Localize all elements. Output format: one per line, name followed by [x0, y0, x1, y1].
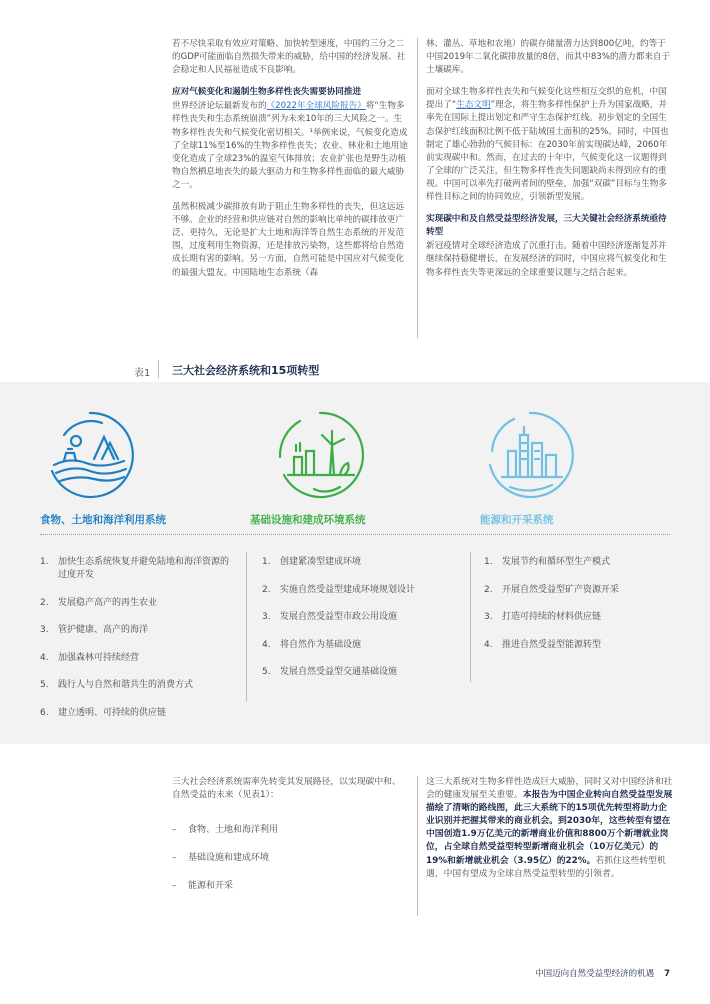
list-item-text: 管护健康、高产的海洋: [58, 625, 149, 635]
text-segment: 若抓住这些转型机遇，中国有望成为全球自然受益型转型的引领者。: [426, 855, 666, 879]
section-heading-transition: 实现碳中和及自然受益型经济发展，三大关键社会经济系统亟待转型: [426, 214, 667, 238]
eco-civilization-link[interactable]: 生态文明: [456, 100, 491, 111]
column-divider: [417, 38, 418, 338]
list-item-text: 加强森林可持续经营: [58, 652, 140, 663]
column-divider: [417, 776, 418, 916]
list-item: 2. 实施自然受益型建成环境规划设计: [262, 584, 416, 595]
list-divider: [246, 552, 247, 702]
list-item-text: 实施自然受益型建成环境规划设计: [280, 584, 416, 595]
list-item: 2. 发展稳产高产的再生农业: [40, 597, 158, 608]
list-item-text: 将自然作为基础设施: [280, 639, 362, 650]
table-label-divider: [158, 360, 159, 378]
food-land-transitions-list: [40, 556, 235, 734]
list-item: 5. 践行人与自然和谐共生的消费方式: [40, 680, 194, 690]
paragraph-eco-civilization: [426, 86, 674, 204]
list-item-text: 发展节约和循环型生产模式: [502, 557, 611, 567]
page-footer: [535, 967, 670, 979]
table-title: 三大社会经济系统和15项转型: [172, 364, 320, 377]
paragraph-three-systems-intro: 三大社会经济系统需率先转变其发展路径，以实现碳中和、自然受益的未来（见表1）：: [172, 777, 401, 801]
list-item-text: 建立透明、可持续的供应链: [58, 707, 167, 718]
bullet-text: 能源和开采: [187, 881, 233, 891]
section-heading-synergy: 应对气候变化和遏制生物多样性丧失需要协同推进: [172, 87, 362, 98]
list-item-text: 推进自然受益型能源转型: [502, 639, 602, 650]
system-name-energy: 能源和开采系统: [480, 514, 554, 526]
list-item: 6. 建立透明、可持续的供应链: [40, 707, 167, 718]
system-name-food-land: 食物、土地和海洋利用系统: [40, 514, 166, 526]
paragraph-carbon-not-enough: 虽然积极减少碳排放有助于阻止生物多样性的丧失，但这远远不够。企业的经营和供应链对自然的影响比单纯的碳排放更广泛、更持久，无论是扩大土地和海洋等自然生态系统的开发范围，过度利用生物资源，还是排放污染物，这些都将给自然造成长期有害的影响。另一方面，自然可能是中国应对气候变化的最强大盟友。中国陆地生态系统（森: [172, 202, 405, 278]
list-item: 4. 推进自然受益型能源转型: [484, 639, 602, 650]
wind-turbine-icon: [270, 405, 370, 505]
bullet-energy: – 能源和开采: [172, 881, 233, 891]
energy-transitions-list: [484, 556, 674, 666]
text-segment: 将“生物多样性丧失和生态系统崩溃”列为未来10年的三大风险之一。生物多样性丧失和气候变化密切相关。¹举例来说，气候变化造成了全球11%至16%的生物多样性丧失；农业、林业和土地用途变化造成了全球23%的温室气体排放；农业扩张也是野生动植物自然栖息地丧失的最大驱动力和生物多样性面临的最大威胁之一。: [172, 101, 408, 190]
table-label: 表1: [134, 368, 151, 379]
bottom-left-column: [172, 776, 408, 811]
list-item: 3. 发展自然受益型市政公用设施: [262, 612, 398, 622]
text-segment: 面对全球生物多样性丧失和气候变化这些相互交织的危机，中国提出了“: [426, 87, 667, 111]
list-item: 1. 发展节约和循环型生产模式: [484, 557, 611, 567]
list-item-text: 加快生态系统恢复并避免陆地和海洋资源的过度开发: [58, 557, 230, 580]
dotted-divider: [40, 534, 670, 535]
paragraph-carbon-storage: 林、灌丛、草地和农地）的碳存储量潜力达到800亿吨，约等于中国2019年二氧化碳排放量的8倍，而其中83%的潜力都来自于土壤碳库。: [426, 39, 671, 76]
top-right-column: [426, 38, 674, 289]
bottom-right-column: [426, 776, 674, 890]
list-item-text: 发展自然受益型市政公用设施: [280, 612, 398, 622]
footer-title: 中国迈向自然受益型经济的机遇: [535, 969, 655, 979]
top-left-column: [172, 38, 408, 289]
paragraph-opportunities: [426, 776, 674, 881]
list-item-text: 打造可持续的材料供应链: [502, 612, 602, 622]
system-name-infrastructure: 基础设施和建成环境系统: [250, 514, 366, 526]
infrastructure-transitions-list: [262, 556, 462, 694]
paragraph-gdp-threat: 若不尽快采取有效应对策略、加快转型速度，中国约三分之二的GDP可能面临自然损失带来的威胁，给中国的经济发展、社会稳定和人民福祉造成不良影响。: [172, 39, 406, 76]
text-segment: 这三大系统对生物多样性造成巨大威胁，同时又对中国经济和社会的健康发展至关重要。: [426, 777, 673, 801]
global-risks-report-link[interactable]: 《2022年全球风险报告》: [266, 101, 366, 112]
text-segment: 世界经济论坛最新发布的: [172, 101, 267, 112]
list-item: 3. 管护健康、高产的海洋: [40, 625, 149, 635]
bullet-text: 基础设施和建成环境: [187, 853, 269, 863]
list-item: 3. 打造可持续的材料供应链: [484, 612, 602, 622]
city-skyline-icon: [480, 405, 580, 505]
text-segment-bold: 本报告为中国企业转向自然受益型发展描绘了清晰的路线图，此三大系统下的15项优先转型将助力企业识别并把握其带来的商业机会。到2030年，这些转型有望在中国创造1.9万亿美元的新增商业价值和8800万个新增就业岗位，占全球自然受益型转型新增商业机会（10万亿美元）的19%和新增就业机会（3.95亿）的22%。: [426, 790, 673, 866]
list-item-text: 发展稳产高产的再生农业: [58, 597, 158, 608]
bullet-food-land: – 食物、土地和海洋利用: [172, 825, 278, 835]
landscape-icon: [40, 405, 140, 505]
text-segment: ”理念，将生物多样性保护上升为国家战略，并率先在国际上提出划定和严守生态保护红线。初步划定的全国生态保护红线面积比例不低于陆域国土面积的25%。同时，中国也制定了雄心勃勃的气候目标：在2030年前实现碳达峰，2060年前实现碳中和。然而，在过去的十年中，气候变化这一议题得到了全球的广泛关注，但生物多样性丧失问题缺尚未得到应有的重视。中国可以率先打破两者间的壁垒，加强“双碳”目标与生物多样性目标之间的协同效应，引领新型发展。: [426, 100, 669, 203]
list-item-text: 发展自然受益型交通基础设施: [280, 667, 398, 677]
paragraph-covid-recovery: 新冠疫情对全球经济造成了沉重打击。随着中国经济逐渐复苏并继续保持稳健增长，在发展经济的同时，中国应将气候变化和生物多样性丧失等更深远的全球重要议题与之结合起来。: [426, 241, 667, 278]
list-item-text: 践行人与自然和谐共生的消费方式: [58, 680, 194, 690]
list-item: 1. 加快生态系统恢复并避免陆地和海洋资源的过度开发: [40, 557, 230, 580]
page-number: 7: [664, 969, 670, 979]
list-item-text: 创建紧凑型建成环境: [280, 557, 362, 567]
bullet-infrastructure: – 基础设施和建成环境: [172, 853, 269, 863]
list-item: 2. 开展自然受益型矿产资源开采: [484, 584, 620, 595]
list-item-text: 开展自然受益型矿产资源开采: [502, 584, 620, 595]
list-item: 1. 创建紧凑型建成环境: [262, 557, 362, 567]
list-item: 4. 将自然作为基础设施: [262, 639, 362, 650]
list-divider: [470, 552, 471, 682]
list-item: 4. 加强森林可持续经营: [40, 652, 140, 663]
bullet-text: 食物、土地和海洋利用: [187, 825, 278, 835]
paragraph-wef-report: [172, 100, 408, 192]
list-item: 5. 发展自然受益型交通基础设施: [262, 667, 398, 677]
